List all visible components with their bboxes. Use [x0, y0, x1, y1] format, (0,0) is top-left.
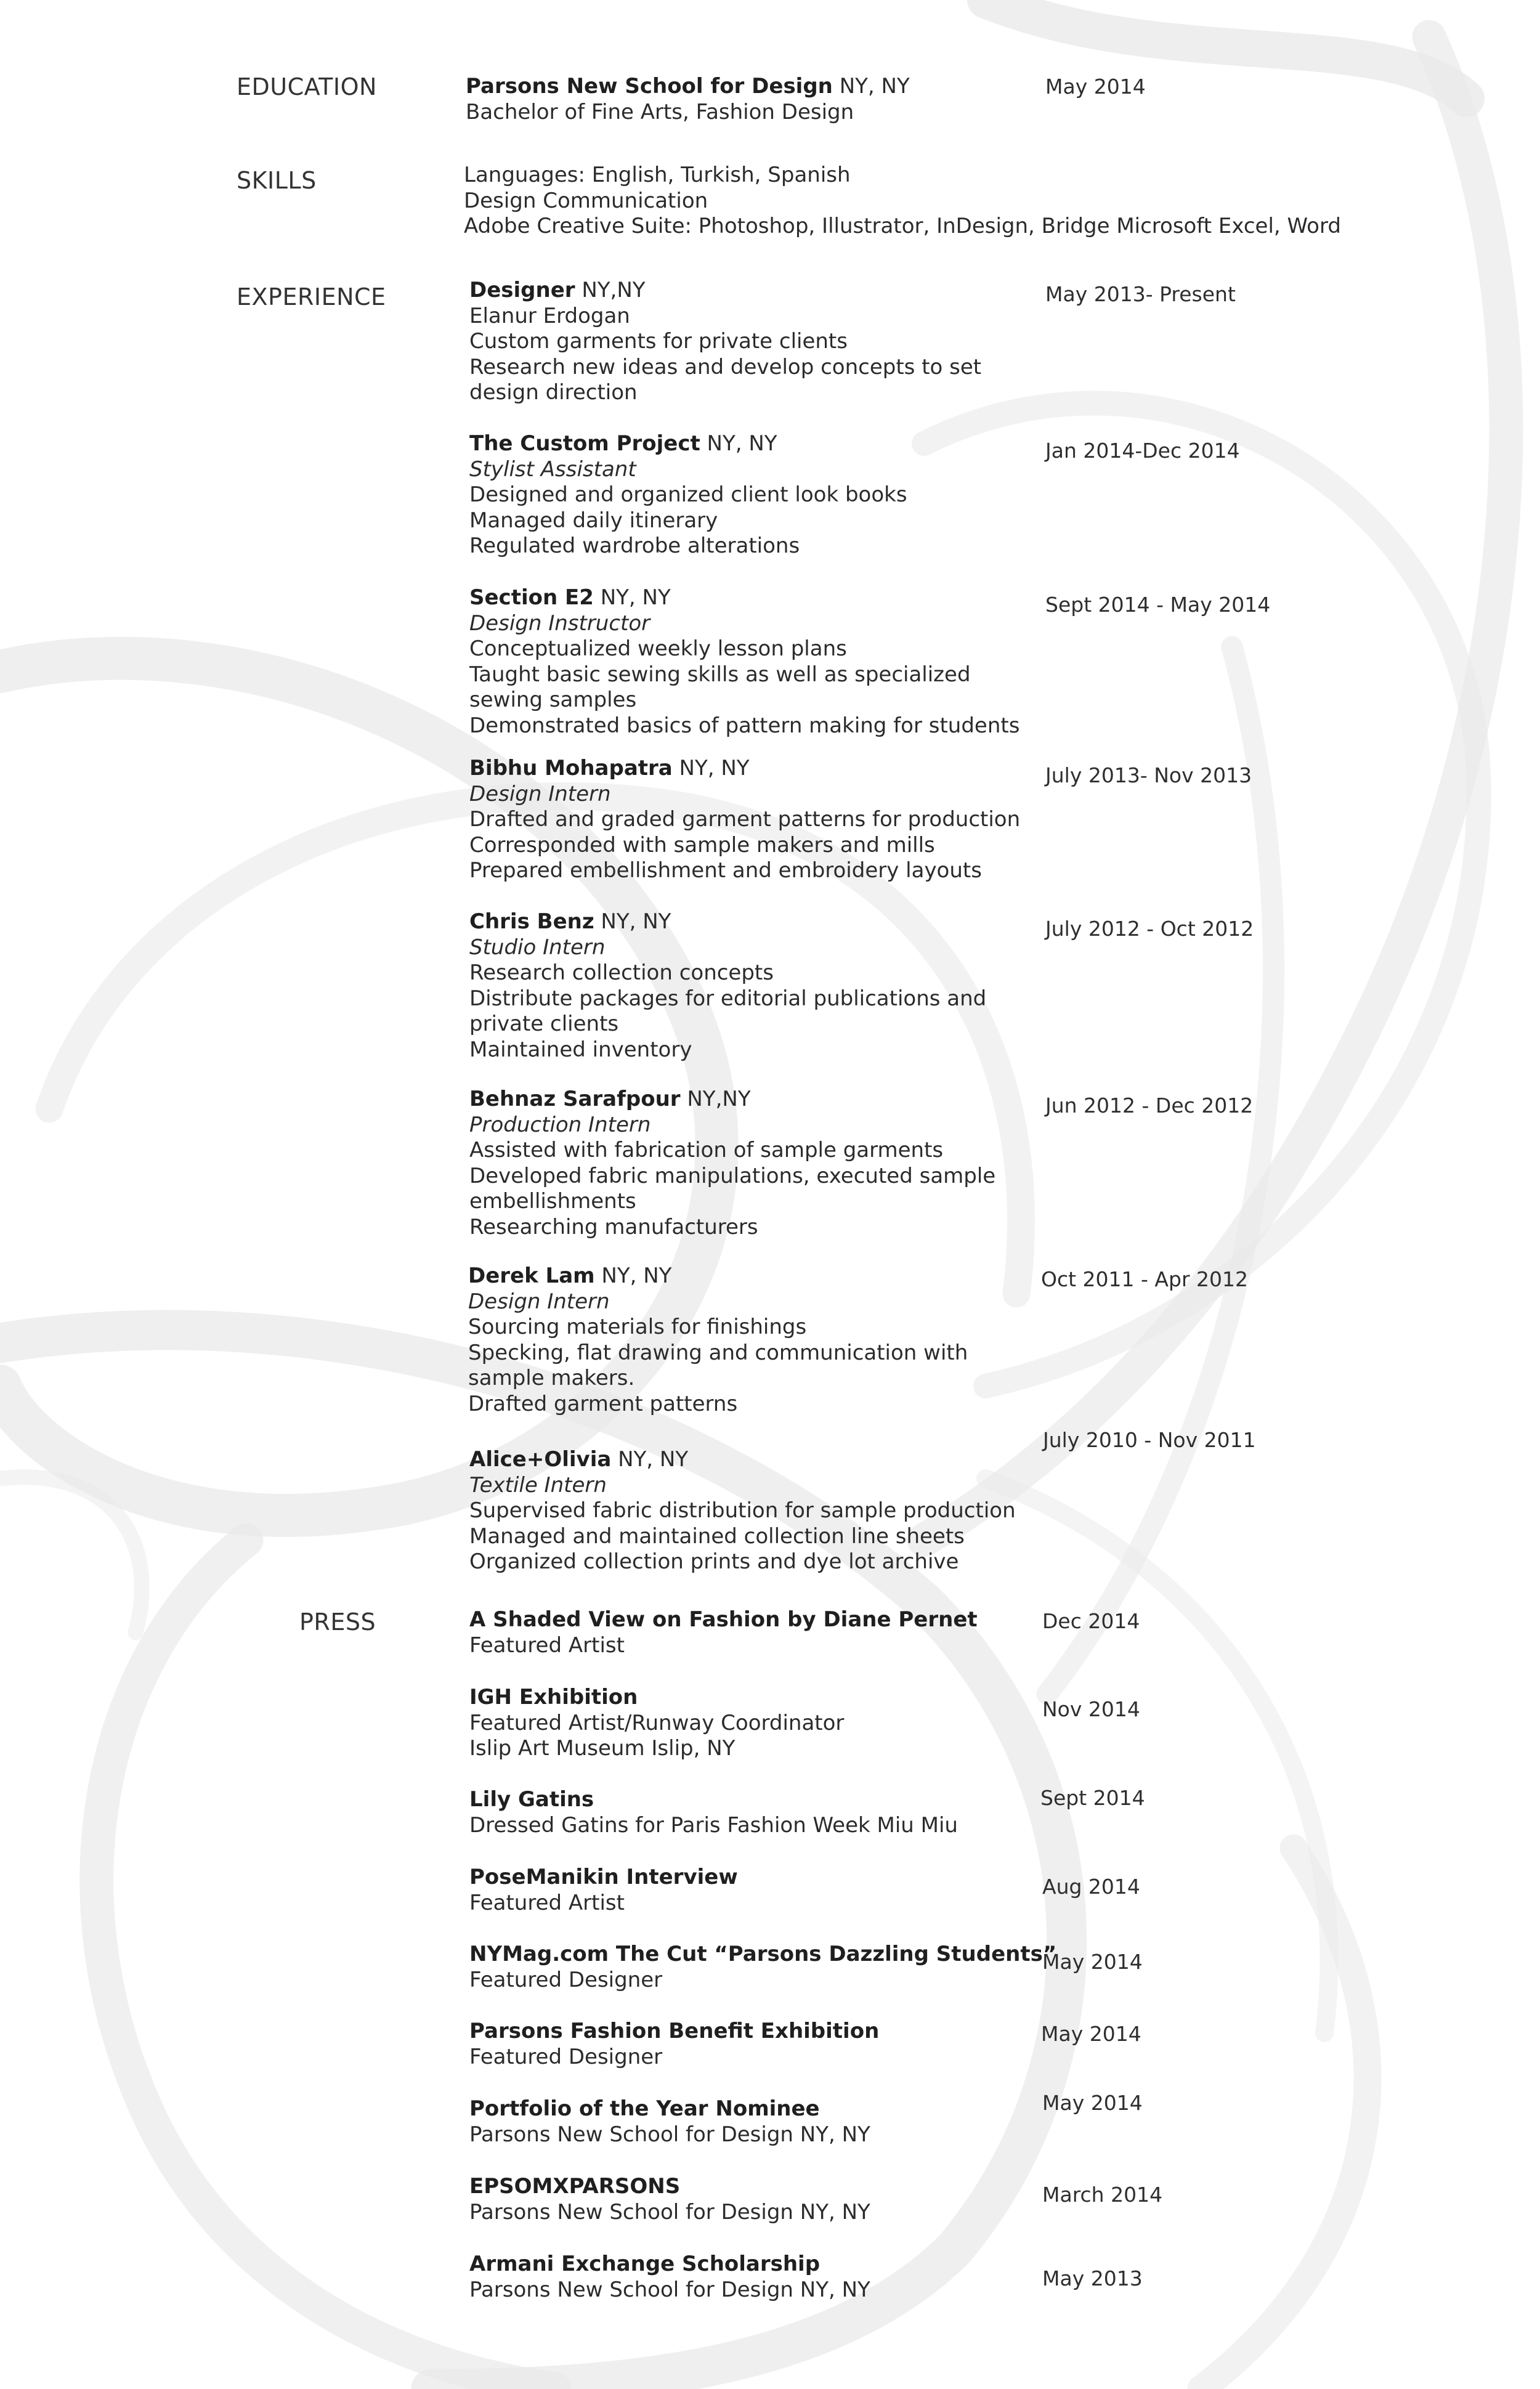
press-title: A Shaded View on Fashion by Diane Pernet	[469, 1607, 978, 1632]
detail-line: Designed and organized client look books	[469, 482, 907, 507]
experience-date: July 2013- Nov 2013	[1045, 763, 1252, 787]
degree: Bachelor of Fine Arts, Fashion Design	[466, 99, 854, 124]
detail-line: Developed fabric manipulations, executed sample	[469, 1163, 996, 1188]
experience-entry	[469, 1087, 995, 1240]
press-title: IGH Exhibition	[469, 1685, 638, 1710]
detail-line: Maintained inventory	[469, 1037, 692, 1062]
press-date: May 2014	[1041, 2022, 1141, 2046]
press-entry	[469, 1942, 1056, 1993]
press-date: Dec 2014	[1042, 1609, 1140, 1633]
company-location: NY, NY	[672, 756, 750, 781]
company-location: NY, NY	[593, 585, 671, 610]
detail-line: Taught basic sewing skills as well as specialized	[469, 662, 971, 687]
press-title: EPSOMXPARSONS	[469, 2174, 681, 2199]
detail-line: Supervised fabric distribution for sample production	[469, 1498, 1016, 1523]
detail-line: Sourcing materials for finishings	[468, 1315, 807, 1339]
press-date: Sept 2014	[1040, 1786, 1145, 1810]
company-location: NY, NY	[594, 1263, 672, 1288]
detail-line: Islip Art Museum Islip, NY	[469, 1736, 736, 1761]
press-date: Aug 2014	[1042, 1875, 1140, 1899]
company-name: Section E2	[469, 585, 594, 610]
detail-line: Research collection concepts	[469, 960, 774, 985]
experience-date: Sept 2014 - May 2014	[1045, 593, 1271, 617]
experience-date: Jan 2014-Dec 2014	[1045, 439, 1240, 463]
press-entry	[469, 2252, 870, 2303]
education-entry	[466, 74, 910, 125]
skill-item: Adobe Creative Suite: Photoshop, Illustrator, InDesign, Bridge Microsoft Excel, Word	[464, 214, 1341, 238]
experience-date: July 2010 - Nov 2011	[1043, 1428, 1256, 1452]
company-location: NY, NY	[594, 909, 671, 934]
experience-date: Jun 2012 - Dec 2012	[1045, 1093, 1254, 1117]
press-date: May 2014	[1042, 2091, 1143, 2115]
detail-line: Specking, flat drawing and communication with	[468, 1340, 968, 1365]
company-name: Alice+Olivia	[469, 1447, 612, 1472]
press-title: Portfolio of the Year Nominee	[469, 2096, 820, 2121]
job-role: Stylist Assistant	[469, 456, 636, 482]
press-entry	[469, 1787, 958, 1838]
detail-line: Managed and maintained collection line sheets	[469, 1523, 965, 1549]
company-name: Derek Lam	[468, 1263, 595, 1288]
detail-line: Featured Artist/Runway Coordinator	[469, 1710, 845, 1735]
company-location: NY, NY	[700, 431, 777, 456]
experience-entry	[468, 1263, 968, 1417]
detail-line: Research new ideas and develop concepts to set	[469, 354, 982, 379]
school-location: NY, NY	[832, 74, 910, 99]
detail-line: Elanur Erdogan	[469, 303, 630, 328]
company-name: Behnaz Sarafpour	[469, 1087, 681, 1111]
press-title: Parsons Fashion Benefit Exhibition	[469, 2019, 880, 2043]
press-entry	[469, 2019, 879, 2070]
detail-line: Featured Artist	[469, 1890, 625, 1915]
detail-line: sewing samples	[469, 687, 637, 712]
experience-entry	[469, 585, 1019, 739]
detail-line: sample makers.	[468, 1366, 635, 1390]
detail-line: Organized collection prints and dye lot archive	[469, 1549, 959, 1574]
detail-line: Assisted with fabrication of sample garments	[469, 1138, 944, 1162]
job-role: Design Instructor	[469, 610, 650, 636]
detail-line: Prepared embellishment and embroidery layouts	[469, 858, 982, 883]
skills-heading: SKILLS	[237, 167, 317, 194]
company-name: Bibhu Mohapatra	[469, 756, 673, 781]
experience-date: Oct 2011 - Apr 2012	[1041, 1267, 1248, 1291]
detail-line: Conceptualized weekly lesson plans	[469, 636, 847, 661]
company-location: NY,NY	[575, 278, 646, 302]
press-date: May 2014	[1042, 1950, 1143, 1974]
job-role: Textile Intern	[469, 1472, 607, 1498]
press-title: Armani Exchange Scholarship	[469, 2252, 821, 2276]
detail-line: Featured Artist	[469, 1633, 625, 1658]
experience-entry	[469, 278, 981, 406]
company-location: NY, NY	[611, 1447, 689, 1472]
job-role: Design Intern	[468, 1289, 610, 1314]
detail-line: Corresponded with sample makers and mills	[469, 832, 935, 858]
education-date: May 2014	[1045, 75, 1146, 99]
press-entry	[469, 2174, 870, 2225]
press-date: March 2014	[1042, 2183, 1163, 2207]
press-heading: PRESS	[299, 1608, 376, 1636]
detail-line: Parsons New School for Design NY, NY	[469, 2199, 870, 2225]
press-date: Nov 2014	[1042, 1697, 1140, 1721]
experience-entry	[469, 756, 1020, 884]
press-title: Lily Gatins	[469, 1787, 594, 1812]
detail-line: embellishments	[469, 1189, 636, 1214]
press-entry	[469, 2096, 870, 2148]
detail-line: Researching manufacturers	[469, 1214, 758, 1239]
detail-line: Regulated wardrobe alterations	[469, 533, 800, 558]
company-location: NY,NY	[680, 1087, 751, 1111]
education-heading: EDUCATION	[237, 73, 377, 100]
skill-item: Design Communication	[464, 188, 708, 213]
job-role: Design Intern	[469, 781, 611, 806]
press-entry	[469, 1607, 978, 1658]
detail-line: Featured Designer	[469, 1967, 663, 1992]
detail-line: Drafted and graded garment patterns for production	[469, 807, 1021, 832]
detail-line: Featured Designer	[469, 2044, 663, 2069]
detail-line: Parsons New School for Design NY, NY	[469, 2277, 870, 2302]
press-entry	[469, 1685, 844, 1762]
company-name: Designer	[469, 278, 575, 302]
detail-line: Drafted garment patterns	[468, 1391, 738, 1416]
company-name: Chris Benz	[469, 909, 594, 934]
skill-item: Languages: English, Turkish, Spanish	[464, 163, 851, 187]
press-title: PoseManikin Interview	[469, 1865, 738, 1889]
detail-line: design direction	[469, 380, 638, 405]
skills-list	[464, 163, 1341, 240]
job-role: Production Intern	[469, 1112, 651, 1137]
experience-date: May 2013- Present	[1045, 282, 1236, 306]
experience-heading: EXPERIENCE	[237, 283, 386, 310]
detail-line: Distribute packages for editorial publications and	[469, 986, 987, 1011]
detail-line: Managed daily itinerary	[469, 508, 718, 533]
school-name: Parsons New School for Design	[466, 74, 833, 99]
detail-line: Custom garments for private clients	[469, 329, 848, 354]
detail-line: Demonstrated basics of pattern making for students	[469, 713, 1020, 738]
press-date: May 2013	[1042, 2266, 1143, 2290]
company-name: The Custom Project	[469, 431, 700, 456]
experience-entry	[469, 431, 907, 559]
press-title: NYMag.com The Cut “Parsons Dazzling Students”	[469, 1942, 1057, 1966]
experience-date: July 2012 - Oct 2012	[1045, 917, 1254, 941]
experience-entry	[469, 1447, 1016, 1575]
job-role: Studio Intern	[469, 935, 606, 960]
press-entry	[469, 1865, 738, 1916]
detail-line: Parsons New School for Design NY, NY	[469, 2122, 870, 2147]
detail-line: private clients	[469, 1012, 619, 1036]
experience-entry	[469, 909, 986, 1063]
detail-line: Dressed Gatins for Paris Fashion Week Miu Miu	[469, 1812, 958, 1838]
